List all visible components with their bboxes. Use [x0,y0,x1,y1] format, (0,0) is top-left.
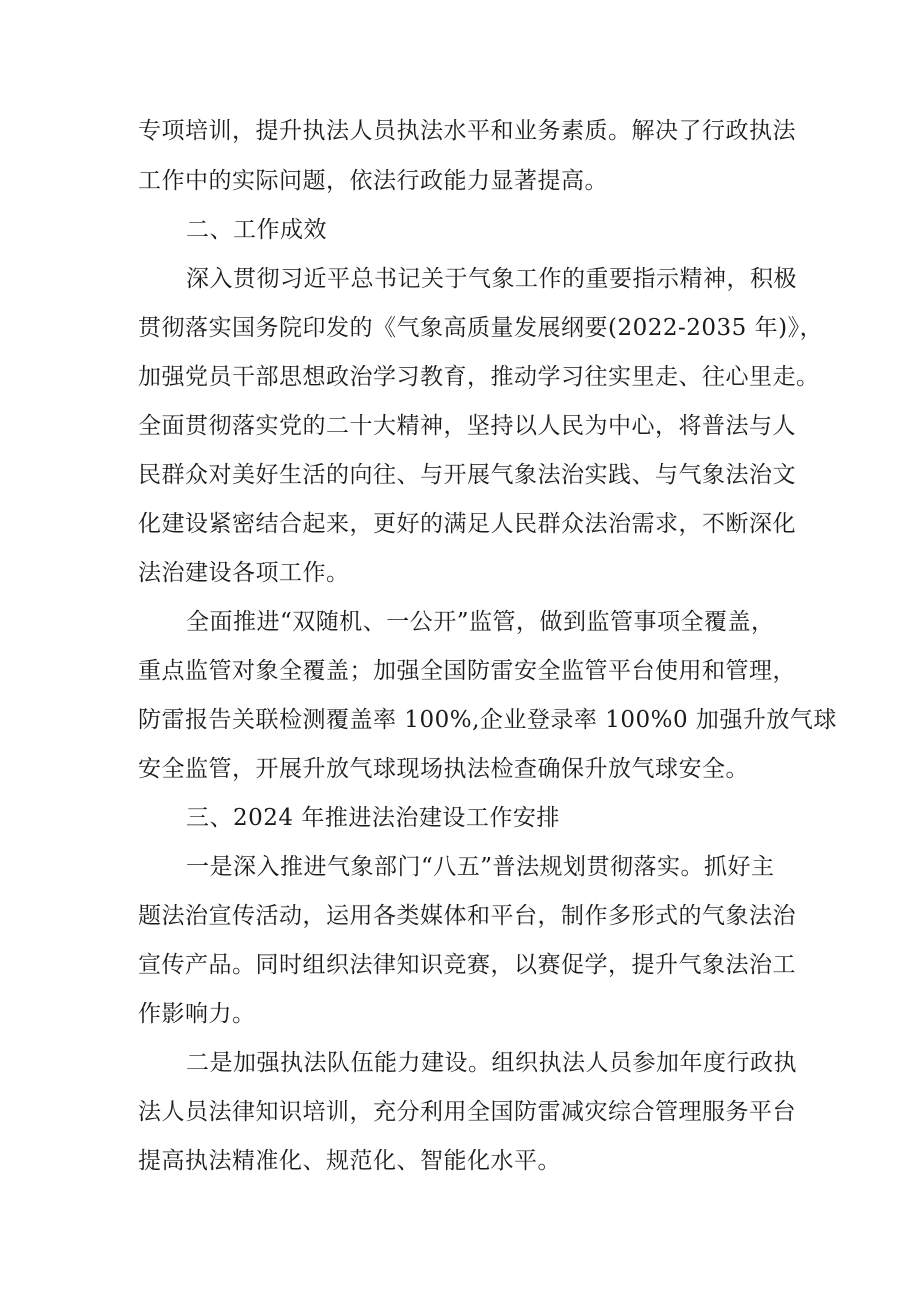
text-line: 安全监管，开展升放气球现场执法检查确保升放气球安全。 [138,756,749,782]
text-line: 防雷报告关联检测覆盖率 100%,企业登录率 100%0 加强升放气球 [138,707,837,733]
text-line: 法人员法律知识培训，充分利用全国防雷减灾综合管理服务平台 [138,1099,796,1125]
text-line: 一是深入推进气象部门“八五”普法规划贯彻落实。抓好主 [186,854,775,880]
text-line: 重点监管对象全覆盖；加强全国防雷安全监管平台使用和管理， [138,658,796,684]
section-heading: 二、工作成效 [186,217,327,243]
text-line: 贯彻落实国务院印发的《气象高质量发展纲要(2022-2035 年)》， [138,315,824,341]
text-line: 提高执法精准化、规范化、智能化水平。 [138,1148,561,1174]
text-line: 二是加强执法队伍能力建设。组织执法人员参加年度行政执 [186,1050,797,1076]
text-line: 全面贯彻落实党的二十大精神，坚持以人民为中心，将普法与人 [138,413,796,439]
text-line: 加强党员干部思想政治学习教育，推动学习往实里走、往心里走。 [138,364,820,390]
text-line: 专项培训，提升执法人员执法水平和业务素质。解决了行政执法 [138,118,796,144]
text-line: 题法治宣传活动，运用各类媒体和平台，制作多形式的气象法治 [138,903,796,929]
text-line: 工作中的实际问题，依法行政能力显著提高。 [138,168,608,194]
text-line: 民群众对美好生活的向往、与开展气象法治实践、与气象法治文 [138,462,796,488]
text-line: 法治建设各项工作。 [138,560,350,586]
text-line: 宣传产品。同时组织法律知识竞赛，以赛促学，提升气象法治工 [138,952,796,978]
text-line: 化建设紧密结合起来，更好的满足人民群众法治需求，不断深化 [138,511,796,537]
text-line: 全面推进“双随机、一公开”监管，做到监管事项全覆盖， [186,609,775,635]
text-line: 作影响力。 [138,1001,256,1027]
text-line: 深入贯彻习近平总书记关于气象工作的重要指示精神，积极 [186,266,797,292]
section-heading: 三、2024 年推进法治建设工作安排 [186,805,560,831]
